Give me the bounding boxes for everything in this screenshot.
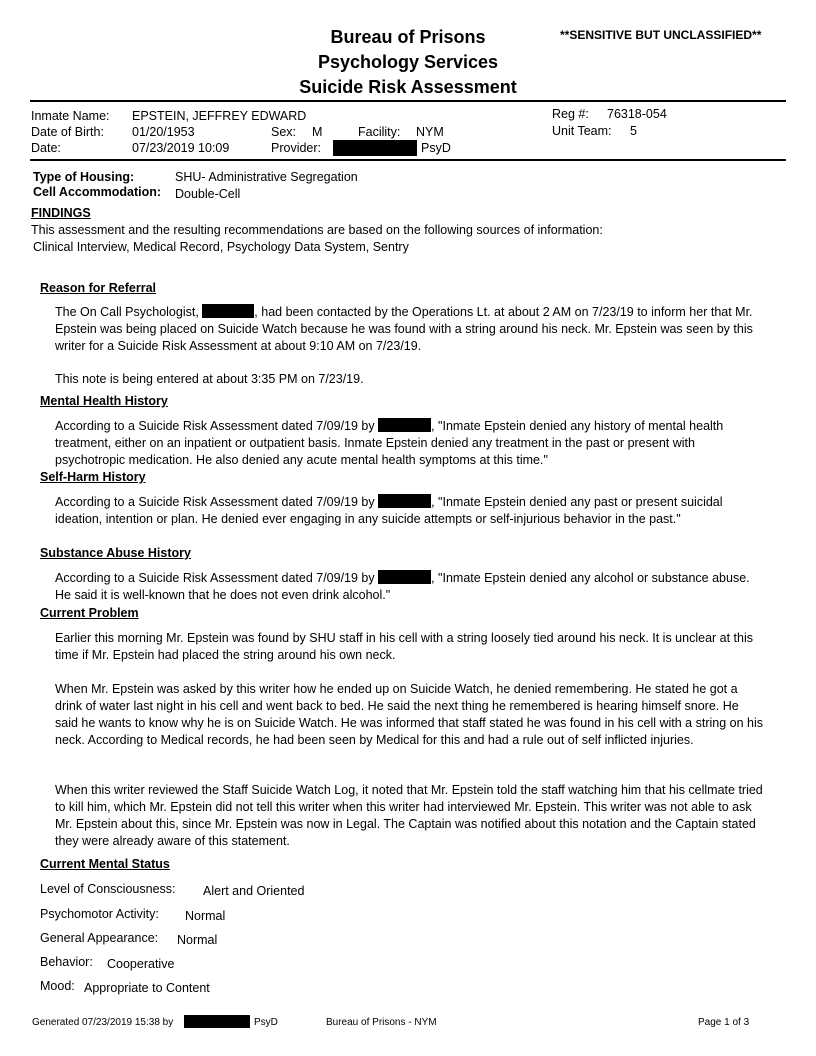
date-value: 07/23/2019 10:09: [132, 141, 230, 155]
mental-health-text-pre: According to a Suicide Risk Assessment dated 7/09/19 by: [55, 419, 375, 433]
psychomotor-label: Psychomotor Activity:: [40, 907, 159, 921]
referral-paragraph-1: [55, 304, 765, 355]
current-problem-paragraph-1: Earlier this morning Mr. Epstein was found by SHU staff in his cell with a string loosely tied around his neck. It is unclear at this time if Mr. Epstein had placed the string around his own neck.: [55, 631, 754, 662]
mental-health-paragraph: [55, 418, 765, 469]
footer-generated: Generated 07/23/2019 15:38 by: [32, 1017, 174, 1028]
self-harm-heading: Self-Harm History: [40, 470, 146, 484]
self-harm-text-pre: According to a Suicide Risk Assessment dated 7/09/19 by: [55, 495, 375, 509]
header-divider-bottom: [30, 159, 786, 161]
provider-suffix: PsyD: [421, 141, 451, 155]
self-harm-paragraph: [55, 494, 765, 528]
unit-team-label: Unit Team:: [552, 124, 612, 138]
self-harm-redaction: [378, 494, 431, 508]
unit-team-value: 5: [630, 124, 637, 138]
behavior-value: Cooperative: [107, 957, 175, 971]
facility-label: Facility:: [358, 125, 401, 139]
cell-accommodation-value: Double-Cell: [175, 187, 241, 201]
title-line-1: Bureau of Prisons: [330, 27, 486, 47]
provider-label: Provider:: [271, 141, 322, 155]
current-problem-paragraph-2: When Mr. Epstein was asked by this writer how he ended up on Suicide Watch, he denied remembering. He stated he got a drink of water last night in his cell and went back to bed. He said the next thing he remembered is hearing himself snore. He said he wants to know why he is on Suicide Watch. He was informed that staff stated he was found in his cell with a string on his neck. According to Medical records, he had been seen by Medical for this and had a rule out of self inflicted injuries.: [55, 682, 764, 747]
header-divider-top: [30, 100, 786, 102]
mood-label: Mood:: [40, 979, 75, 993]
consciousness-label: Level of Consciousness:: [40, 882, 176, 896]
substance-heading: Substance Abuse History: [40, 546, 191, 560]
housing-type-label: Type of Housing:: [33, 170, 135, 184]
mental-status-heading: Current Mental Status: [40, 857, 170, 871]
findings-heading: FINDINGS: [31, 206, 91, 220]
referral-heading: Reason for Referral: [40, 281, 157, 295]
self-harm-text-post: , "Inmate Epstein denied any past or present suicidal ideation, intention or plan. He denied ever engaging in any suicide attempts or self-injurious behavior in the past.": [55, 495, 723, 526]
referral-text-pre: The On Call Psychologist,: [55, 305, 199, 319]
current-problem-paragraph-3: When this writer reviewed the Staff Suicide Watch Log, it noted that Mr. Epstein told the staff watching him that his cellmate tried to kill him, which Mr. Epstein did not tell this writer when this writer had interviewed Mr. Epstein. This writer was not able to ask Mr. Epstein about this, since Mr. Epstein was now in Legal. The Captain was notified about this notation and the Captain stated they were already aware of this statement.: [55, 783, 763, 848]
mood-value: Appropriate to Content: [84, 981, 210, 995]
mental-health-redaction: [378, 418, 431, 432]
consciousness-value: Alert and Oriented: [203, 884, 305, 898]
reg-value: 76318-054: [607, 107, 667, 121]
psychomotor-value: Normal: [185, 909, 226, 923]
housing-type-value: SHU- Administrative Segregation: [175, 170, 358, 184]
reg-label: Reg #:: [552, 107, 589, 121]
behavior-label: Behavior:: [40, 955, 93, 969]
title-line-2: Psychology Services: [317, 52, 499, 72]
title-line-3: Suicide Risk Assessment: [299, 77, 517, 97]
footer-organization: Bureau of Prisons - NYM: [326, 1017, 437, 1028]
cell-accommodation-label: Cell Accommodation:: [33, 185, 162, 199]
footer-page-number: Page 1 of 3: [698, 1017, 750, 1028]
current-problem-heading: Current Problem: [40, 606, 139, 620]
substance-text-post: , "Inmate Epstein denied any alcohol or substance abuse. He said it is well-known that he does not even drink alcohol.": [55, 571, 750, 602]
referral-text-post: , had been contacted by the Operations Lt. at about 2 AM on 7/23/19 to inform her that Mr. Epstein was being placed on Suicide Watch because he was found with a string around his neck. Mr. Epstein was seen by this writer for a Suicide Risk Assessment at about 9:10 AM on 7/23/19.: [55, 305, 753, 353]
appearance-value: Normal: [177, 933, 218, 947]
mental-health-text-post: , "Inmate Epstein denied any history of mental health treatment, either on an inpatient or outpatient basis. Inmate Epstein denied any treatment in the past or present with psychotropic medication. He also denied any acute mental health symptoms at this time.": [55, 419, 724, 467]
sex-label: Sex:: [271, 125, 297, 139]
findings-line-1: This assessment and the resulting recommendations are based on the following sources of information:: [31, 223, 603, 237]
inmate-name-value: EPSTEIN, JEFFREY EDWARD: [132, 109, 307, 123]
appearance-label: General Appearance:: [40, 931, 159, 945]
sex-value: M: [312, 125, 323, 139]
facility-value: NYM: [416, 125, 444, 139]
provider-redaction: [333, 140, 417, 156]
footer-redaction: [184, 1015, 250, 1028]
referral-paragraph-2: This note is being entered at about 3:35 PM on 7/23/19.: [55, 372, 364, 386]
inmate-name-label: Inmate Name:: [31, 109, 110, 123]
substance-text-pre: According to a Suicide Risk Assessment dated 7/09/19 by: [55, 571, 375, 585]
substance-redaction: [378, 570, 431, 584]
dob-label: Date of Birth:: [31, 125, 104, 139]
substance-paragraph: [55, 570, 765, 604]
mental-health-heading: Mental Health History: [40, 394, 168, 408]
findings-line-2: Clinical Interview, Medical Record, Psychology Data System, Sentry: [33, 240, 409, 254]
footer-generated-suffix: PsyD: [254, 1017, 278, 1028]
dob-value: 01/20/1953: [132, 125, 195, 139]
classification-banner: **SENSITIVE BUT UNCLASSIFIED**: [560, 28, 762, 42]
date-label: Date:: [31, 141, 61, 155]
psychologist-redaction: [202, 304, 254, 318]
